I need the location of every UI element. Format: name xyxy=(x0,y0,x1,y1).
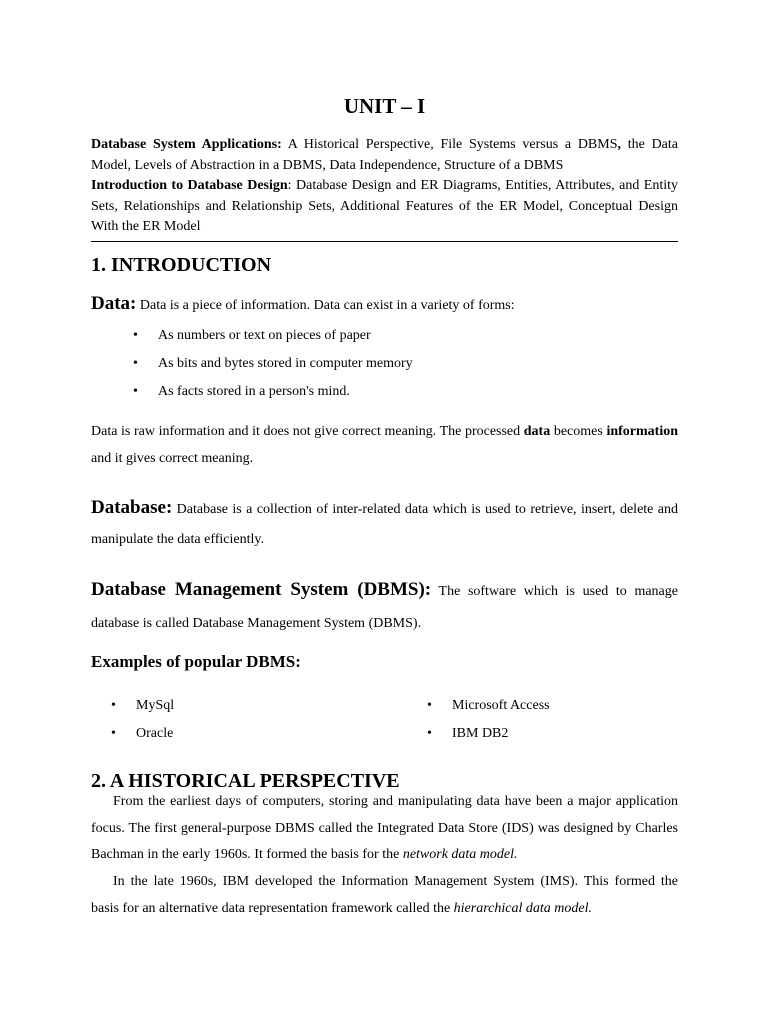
dbms-examples-left-list xyxy=(111,692,401,748)
data-definition-text: Data is a piece of information. Data can exist in a variety of forms: xyxy=(136,298,515,313)
database-term: Database: xyxy=(91,497,173,518)
list-item xyxy=(427,692,678,720)
examples-heading: Examples of popular DBMS: xyxy=(91,652,301,671)
paragraph-text: Data is raw information and it does not give correct meaning. The processed xyxy=(91,424,524,439)
history-paragraph-1 xyxy=(91,789,678,869)
list-item xyxy=(133,322,678,350)
list-item-text: MySql xyxy=(136,698,175,713)
section1-heading: 1. INTRODUCTION xyxy=(91,254,272,276)
paragraph-text: From the earliest days of computers, storing and manipulating data have been a major application focus. The first general-purpose DBMS called the Integrated Data Store (IDS) was designed by Charles Bachman in the early 1960s. It formed the basis for the xyxy=(91,794,678,862)
bullet-icon: • xyxy=(133,356,138,371)
list-item-text: As numbers or text on pieces of paper xyxy=(158,328,371,343)
list-item xyxy=(133,350,678,378)
bullet-icon: • xyxy=(133,384,138,399)
bullet-icon: • xyxy=(111,726,116,741)
bullet-icon: • xyxy=(133,328,138,343)
syllabus-block xyxy=(91,135,678,238)
list-item xyxy=(427,720,678,748)
syllabus-part1-comma: , xyxy=(617,137,622,152)
section2-heading: 2. A HISTORICAL PERSPECTIVE xyxy=(91,770,400,792)
paragraph-text: becomes xyxy=(550,424,607,439)
dbms-definition xyxy=(91,574,678,640)
data-definition xyxy=(91,290,678,320)
italic-term-network-model: network data model. xyxy=(402,847,518,862)
document-page xyxy=(91,0,678,1024)
section-divider xyxy=(91,241,678,242)
syllabus-part1-text-b: the Data Model, Levels of Abstraction in a DBMS, Data Independence, Structure of a DBMS xyxy=(91,137,678,173)
list-item-text: As bits and bytes stored in computer memory xyxy=(158,356,413,371)
unit-title: UNIT – I xyxy=(343,94,426,118)
dbms-definition-text: The software which is used to manage database is called Database Management System (DBMS). xyxy=(91,584,678,631)
data-forms-list xyxy=(133,322,678,406)
syllabus-part2-label: Introduction to Database Design xyxy=(91,178,288,193)
list-item-text: As facts stored in a person's mind. xyxy=(158,384,350,399)
bullet-icon: • xyxy=(111,698,116,713)
data-term: Data: xyxy=(91,293,137,314)
database-definition-text: Database is a collection of inter-related data which is used to retrieve, insert, delete and manipulate the data efficiently. xyxy=(91,502,678,547)
dbms-examples-right-list xyxy=(427,692,678,748)
history-paragraph-2 xyxy=(91,869,678,922)
bold-term-information: information xyxy=(606,424,678,439)
list-item xyxy=(111,692,401,720)
italic-term-hierarchical-model: hierarchical data model. xyxy=(453,900,592,916)
syllabus-part1-label: Database System Applications: xyxy=(91,137,282,152)
list-item-text: Microsoft Access xyxy=(452,698,550,713)
database-definition xyxy=(91,493,678,555)
list-item-text: Oracle xyxy=(136,726,174,741)
dbms-term: Database Management System (DBMS): xyxy=(91,579,432,600)
list-item-text: IBM DB2 xyxy=(452,726,509,741)
bullet-icon: • xyxy=(427,698,432,713)
list-item xyxy=(111,720,401,748)
syllabus-part2-text: : Database Design and ER Diagrams, Entities, Attributes, and Entity Sets, Relationships and Relationship Sets, Additional Features of the ER Model, Conceptual Design With the ER Model xyxy=(91,178,678,234)
paragraph-text: In the late 1960s, IBM developed the Information Management System (IMS). This formed the basis for an alternative data representation framework called the xyxy=(91,874,678,916)
paragraph-text: and it gives correct meaning. xyxy=(91,451,254,466)
list-item xyxy=(133,378,678,406)
bold-term-data: data xyxy=(523,424,551,439)
bullet-icon: • xyxy=(427,726,432,741)
syllabus-part1-text: A Historical Perspective, File Systems versus a DBMS xyxy=(281,137,618,152)
data-vs-information-paragraph xyxy=(91,418,678,472)
